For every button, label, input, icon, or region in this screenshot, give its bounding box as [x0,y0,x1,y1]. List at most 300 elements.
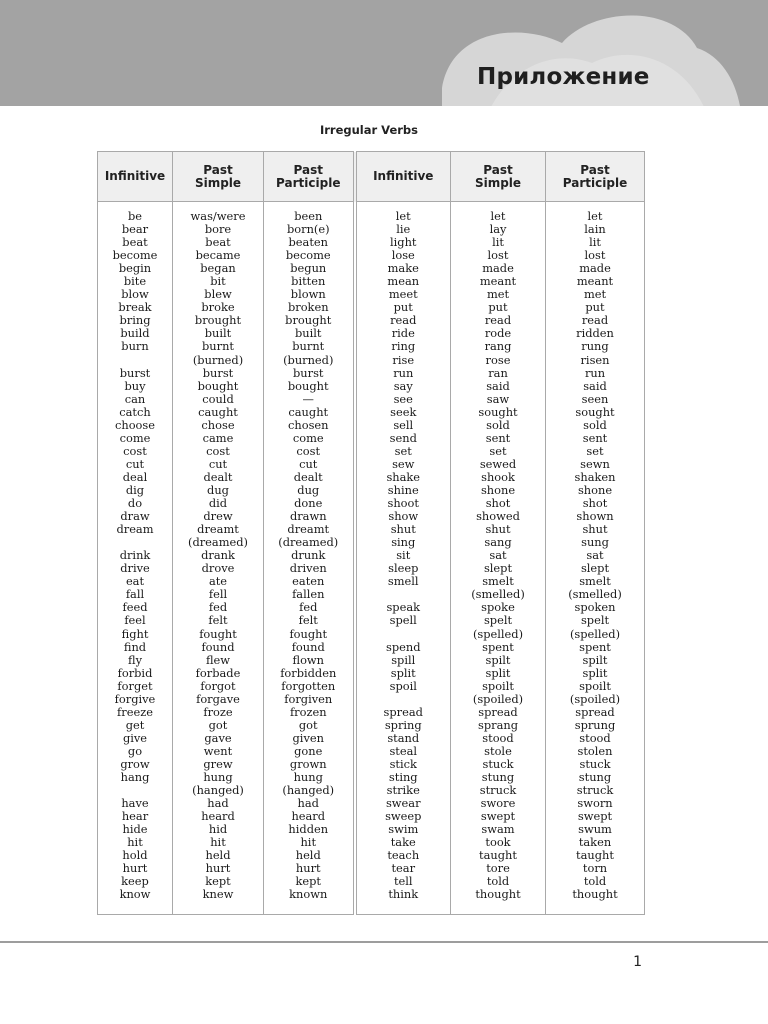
verb-form: dug [207,482,229,497]
verb-form: become [285,248,331,263]
verb-form: swore [480,796,516,811]
verb-form: met [486,287,510,302]
verb-form: break [118,300,152,315]
verb-form: shut [582,522,608,537]
verb-form: built [295,326,322,341]
verb-form: held [295,848,321,863]
verb-form: sung [581,535,609,550]
verb-form: find [123,639,147,654]
header-text-line: Infinitive [373,169,434,183]
verb-form: swam [481,822,515,837]
verb-form: swear [385,796,421,811]
verb-form: been [294,209,323,223]
verb-form: forgot [200,678,236,693]
verb-form: drove [201,561,235,576]
verb-form: kept [295,874,321,889]
verb-form: sprang [477,717,518,732]
header-text-line: Past [203,162,233,177]
verb-form: found [291,639,325,654]
column-infinitive [98,202,173,915]
header-text-line: Simple [474,175,522,190]
verb-form: become [112,248,158,263]
verb-form: had [297,796,319,811]
verb-form: spelt [580,613,610,628]
verb-form: mean [387,274,420,289]
verb-form: cost [206,443,230,458]
verb-form: grow [120,756,150,771]
verb-form: rung [581,339,609,354]
verb-form: bought [197,378,239,393]
verb-form: hurt [205,861,231,876]
verb-form: hold [122,848,148,863]
verb-form: chose [201,417,235,432]
verb-form: knew [202,887,234,902]
verb-form: tell [393,874,413,889]
verb-form: ridden [576,326,614,341]
verb-form: shook [481,469,515,484]
verb-form [357,628,451,641]
verb-form: (hanged) [282,783,335,798]
verb-form: drew [203,509,233,524]
verb-form: fallen [292,587,325,602]
verb-form: forgiven [284,691,333,706]
verb-form: shake [386,469,421,484]
verb-form: steal [389,743,418,758]
verb-form: let [587,209,603,223]
verb-form: spoke [481,600,515,615]
verb-form: (spelled) [472,626,524,641]
verb-form: sting [388,770,418,785]
verb-form: meet [388,287,418,302]
verb-form: burnt [202,339,234,354]
verb-form: hung [203,770,233,785]
verb-form: broke [201,300,235,315]
verb-form [357,693,451,706]
verb-form: dealt [203,469,233,484]
verb-form: got [208,717,228,732]
verb-form: broken [287,300,329,315]
verb-form: know [119,887,151,902]
verb-form: rose [485,352,511,367]
verb-form: drunk [291,548,326,563]
verb-form: feel [124,613,146,628]
verb-form: given [292,730,324,745]
header-past-participle [264,152,355,202]
verb-form: eat [125,574,145,589]
verb-form: sing [391,535,416,550]
verb-form: spread [383,704,423,719]
column-past-simple [451,202,546,915]
verb-form: split [390,665,416,680]
verb-form: swept [480,809,516,824]
verb-form: forbade [195,665,241,680]
verb-form: gone [294,743,323,758]
verb-form: lose [391,248,415,263]
header-infinitive [355,152,451,202]
verb-form: stood [579,730,611,745]
verb-form: spent [579,639,611,654]
verb-form: hide [122,822,148,837]
verb-form: sprung [574,717,616,732]
verb-form: bite [123,274,147,289]
verb-form: ring [391,339,416,354]
verb-form: (spelled) [569,626,621,641]
verb-form: can [124,391,146,406]
verb-form: — [302,391,314,406]
verb-form: tore [486,861,510,876]
verb-form: drink [119,548,151,563]
verb-form: sold [583,417,607,432]
verb-form: bear [121,222,149,237]
verb-form: split [485,665,511,680]
verb-form: burst [202,365,234,380]
verb-form: blown [290,287,326,302]
verb-form: saw [486,391,510,406]
verb-form: set [489,443,507,458]
verb-form: brought [285,313,332,328]
verb-form: smelt [579,574,611,589]
verb-form: come [292,430,324,445]
header-past-simple [451,152,546,202]
verb-form: (dreamed) [188,535,248,550]
verb-form: sent [582,430,608,445]
verb-form: (spoiled) [472,691,524,706]
column-past-participle [264,202,355,915]
verb-form: send [389,430,417,445]
verb-form: taken [578,835,612,850]
verb-form: freeze [117,704,153,719]
verb-form: dream [116,522,154,537]
verb-form: burst [293,365,324,380]
verb-form: grew [203,756,233,771]
verb-form: rise [392,352,415,367]
verb-form: strike [386,783,420,798]
verb-form: have [121,796,149,811]
verb-form: smell [387,574,419,589]
verb-form: made [579,261,611,276]
verb-form: take [390,835,416,850]
verb-form: found [201,639,235,654]
verb-form: ride [391,326,415,341]
verb-form: spilt [582,652,608,667]
verb-form: sworn [577,796,613,811]
verb-form: chosen [288,417,329,432]
verb-form: set [586,443,604,458]
verb-form: spoilt [579,678,611,693]
verb-form: shone [577,482,613,497]
footer-divider [0,941,768,943]
verb-form: (dreamed) [278,535,339,550]
verb-form: taught [479,848,517,863]
verb-form: (spoiled) [569,691,621,706]
verb-form: spread [575,704,615,719]
verb-form: fall [125,587,145,602]
verb-form: said [583,378,607,393]
verb-form: swum [578,822,612,837]
verb-form: forget [117,678,153,693]
verb-form: sewn [580,456,610,471]
verb-form: did [208,496,228,511]
verb-form: read [484,313,512,328]
verb-form: meant [479,274,517,289]
verb-form: draw [120,509,150,524]
verb-form: beaten [288,235,328,250]
verb-form: was/were [190,209,246,223]
verb-form: heard [291,809,326,824]
verb-form: flew [205,652,231,667]
verb-form: sat [586,548,604,563]
verb-form: built [204,326,232,341]
verb-form: bring [119,313,151,328]
verb-form: hid [208,822,228,837]
verb-form: begin [118,261,152,276]
verb-form: give [122,730,148,745]
verb-form: stung [578,770,612,785]
verb-form: slept [483,561,513,576]
verb-form: think [388,887,419,902]
verb-form: hurt [295,861,321,876]
verb-form: dug [297,482,320,497]
verb-form: lie [396,222,411,237]
verb-form: spoken [574,600,616,615]
verb-form: sew [392,456,415,471]
verb-form: dig [125,482,145,497]
verb-form: stole [484,743,512,758]
verb-form: sewed [479,456,517,471]
verb-form: spilt [485,652,511,667]
verb-form: fed [208,600,228,615]
verb-form: stolen [577,743,613,758]
verb-form: hang [120,770,150,785]
verb-form: come [119,430,151,445]
verb-form: began [200,261,236,276]
verb-form: shine [387,482,419,497]
verb-form: forbid [117,665,153,680]
verb-form: sit [396,548,411,563]
verb-form: read [581,313,609,328]
header-past-simple [173,152,264,202]
verb-form: known [289,887,328,902]
verb-form: hit [210,835,226,850]
verb-form: took [485,835,511,850]
verb-form: hear [121,809,149,824]
verb-form: sold [486,417,510,432]
verb-form: blow [121,287,149,302]
verb-form: say [393,378,413,393]
verb-form: came [202,430,234,445]
verb-form: dreamt [287,522,330,537]
verb-form: heard [201,809,235,824]
verb-form: spread [478,704,518,719]
verb-form: stuck [482,756,514,771]
verb-form: seen [581,391,609,406]
verb-form: struck [576,783,614,798]
verb-form: taught [576,848,614,863]
verb-form: drank [201,548,235,563]
verb-form: show [388,509,419,524]
verb-form: sleep [388,561,419,576]
verb-form: lost [487,248,509,263]
verb-form: drive [120,561,150,576]
verb-form: forgotten [281,678,336,693]
verb-form: made [482,261,514,276]
verb-form: froze [203,704,233,719]
header-text-line: Simple [194,175,242,190]
verb-form: could [202,391,234,406]
verb-form: do [127,496,143,511]
verb-form: lit [492,235,504,250]
verb-form: be [127,209,143,223]
verb-form: make [387,261,419,276]
verb-form: let [490,209,506,223]
verb-form: fought [199,626,237,641]
verb-form: felt [298,613,318,628]
verb-form: shown [576,509,614,524]
verb-form: fly [127,652,143,667]
verb-form: blew [204,287,232,302]
verb-form: hit [300,835,317,850]
verb-form: cost [296,443,321,458]
verb-form: bit [210,274,226,289]
verb-form: hit [127,835,143,850]
verb-form: fought [289,626,328,641]
verb-form: forbidden [280,665,337,680]
verb-form: bore [204,222,232,237]
verb-form: hurt [122,861,148,876]
verb-form: told [583,874,607,889]
verb-form: shut [485,522,511,537]
header-text-line: Participle [276,175,341,190]
verb-form: stand [387,730,420,745]
verb-form: get [125,717,145,732]
verb-form: dealt [293,469,323,484]
verb-form: thought [475,887,521,902]
verb-form: run [584,365,606,380]
verb-form: met [583,287,607,302]
verb-form: speak [386,600,421,615]
verb-form: born(e) [286,222,330,237]
verb-form: cut [125,456,145,471]
verb-form: bought [287,378,329,393]
verb-form: let [395,209,411,223]
verb-form: hidden [288,822,329,837]
verb-form: begun [290,261,327,276]
verb-form: sang [484,535,512,550]
verb-form: sought [478,404,518,419]
verb-form: (smelled) [471,587,525,602]
verb-form: fell [208,587,228,602]
verb-form: run [393,365,414,380]
verb-form: meant [576,274,614,289]
verb-form: drawn [289,509,327,524]
verb-form: catch [119,404,151,419]
verb-form: (burned) [283,352,334,367]
verb-form: feed [122,600,148,615]
verb-form: spell [389,613,417,628]
verb-form: ran [488,365,508,380]
verb-form: put [393,300,413,315]
verb-form: rang [484,339,512,354]
verb-form: swept [577,809,613,824]
verb-form: got [298,717,318,732]
header-text-line: Past [483,162,513,177]
verb-form: spring [384,717,422,732]
verb-form: set [394,443,412,458]
verb-form: deal [122,469,148,484]
verb-form: hung [293,770,323,785]
verb-form: beat [122,235,148,250]
irregular-verbs-table [97,151,645,915]
verb-form: sell [393,417,414,432]
verb-form: forgive [114,691,156,706]
header-text-line: Past [580,162,610,177]
column-past-participle [546,202,645,915]
verb-form: choose [114,417,156,432]
verb-form: shot [485,496,511,511]
verb-form: shone [480,482,516,497]
verb-form: had [207,796,229,811]
verb-form: fight [121,626,149,641]
verb-form: slept [580,561,610,576]
verb-form: keep [121,874,149,889]
verb-form: cut [208,456,228,471]
verb-form: held [205,848,231,863]
verb-form: spelt [483,613,513,628]
verb-form: forgave [196,691,240,706]
verb-form: seek [390,404,417,419]
verb-form: swim [388,822,419,837]
verb-form: beat [205,235,231,250]
verb-form: split [582,665,608,680]
verb-form: said [486,378,510,393]
verb-form: cost [123,443,147,458]
verb-form: see [393,391,413,406]
verb-form: sought [575,404,615,419]
verb-form: struck [479,783,517,798]
verb-form: go [127,743,143,758]
verb-form: burst [119,365,151,380]
verb-form: stick [389,756,417,771]
header-past-participle [546,152,645,202]
table-title: Irregular Verbs [319,123,419,137]
verb-form: ate [208,574,228,589]
verb-form: caught [198,404,238,419]
table-header-row [98,152,645,202]
verb-form: thought [572,887,618,902]
verb-form [98,354,172,367]
verb-form: done [294,496,323,511]
verb-form: spoilt [482,678,514,693]
verb-form: stuck [579,756,611,771]
verb-form: light [390,235,417,250]
verb-form: eaten [292,574,325,589]
verb-form: smelt [482,574,514,589]
verb-form: showed [476,509,520,524]
verb-form: spend [385,639,421,654]
verb-form: bitten [291,274,326,289]
verb-form: buy [124,378,146,393]
verb-form: torn [582,861,608,876]
verb-form: shot [582,496,608,511]
verb-form: teach [387,848,420,863]
verb-form: caught [288,404,329,419]
verb-form: lay [489,222,507,237]
verb-form: gave [204,730,232,745]
verb-form: risen [580,352,610,367]
verb-form: lost [584,248,606,263]
verb-form: brought [194,313,242,328]
verb-form: felt [208,613,228,628]
